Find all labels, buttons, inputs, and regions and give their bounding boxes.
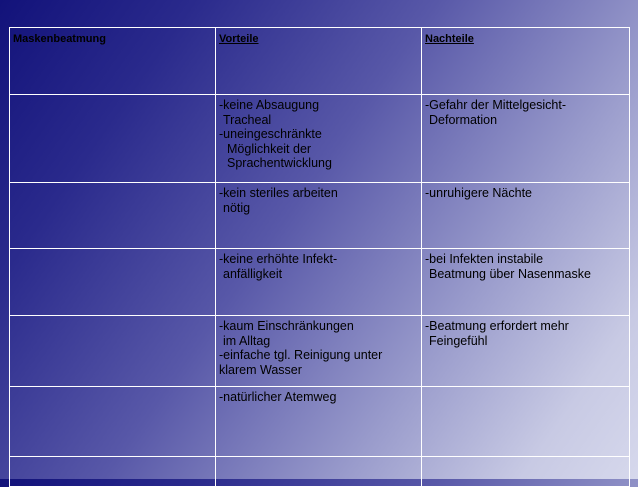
advantages-cell [216,183,422,249]
advantage-line: Tracheal [223,112,272,127]
advantage-line: im Alltag [223,333,271,348]
advantage-line: -kein steriles arbeiten [219,186,338,200]
advantage-line: -keine erhöhte Infekt- [219,252,338,266]
disadvantages-cell [422,95,630,183]
row-label-cell [10,95,216,183]
advantages-cell [216,95,422,183]
disadvantage-line: -Beatmung erfordert mehr [425,319,569,333]
comparison-table [9,27,630,487]
table-row [10,457,630,487]
disadvantage-line: -Gefahr der Mittelgesicht- [425,98,567,112]
disadvantage-line: Feingefühl [429,333,488,348]
advantage-line: nötig [223,200,251,215]
advantage-line: -keine Absaugung [219,98,320,112]
advantage-line: Möglichkeit der [227,141,312,156]
header-label: Vorteile [219,33,259,45]
disadvantages-cell [422,183,630,249]
advantage-line: anfälligkeit [223,266,283,281]
disadvantages-cell [422,387,630,457]
row-label-cell [10,249,216,316]
advantage-line: -einfache tgl. Reinigung unter [219,348,383,362]
header-cell-vorteile [216,28,422,95]
advantages-cell [216,249,422,316]
disadvantage-line: -bei Infekten instabile [425,252,544,266]
disadvantages-cell [422,457,630,487]
advantages-cell [216,316,422,387]
disadvantage-line: -unruhigere Nächte [425,186,533,200]
advantage-line: -uneingeschränkte [219,127,322,141]
row-label-cell [10,316,216,387]
table-row [10,183,630,249]
advantages-cell [216,387,422,457]
disadvantage-line: Deformation [429,112,498,127]
row-label-cell [10,183,216,249]
table-row [10,249,630,316]
table-header-row [10,28,630,95]
header-label: Nachteile [425,33,474,45]
advantage-line: -natürlicher Atemweg [219,390,337,404]
advantage-line: -kaum Einschränkungen [219,319,354,333]
table-row [10,95,630,183]
row-label-cell [10,387,216,457]
advantage-line: Sprachentwicklung [227,156,332,170]
advantage-line: klarem Wasser [219,362,302,377]
header-cell-maskenbeatmung [10,28,216,95]
disadvantages-cell [422,316,630,387]
header-cell-nachteile [422,28,630,95]
disadvantages-cell [422,249,630,316]
header-label: Maskenbeatmung [13,33,106,45]
advantages-cell [216,457,422,487]
table-row [10,316,630,387]
row-label-cell [10,457,216,487]
table-row [10,387,630,457]
disadvantage-line: Beatmung über Nasenmaske [429,266,591,281]
